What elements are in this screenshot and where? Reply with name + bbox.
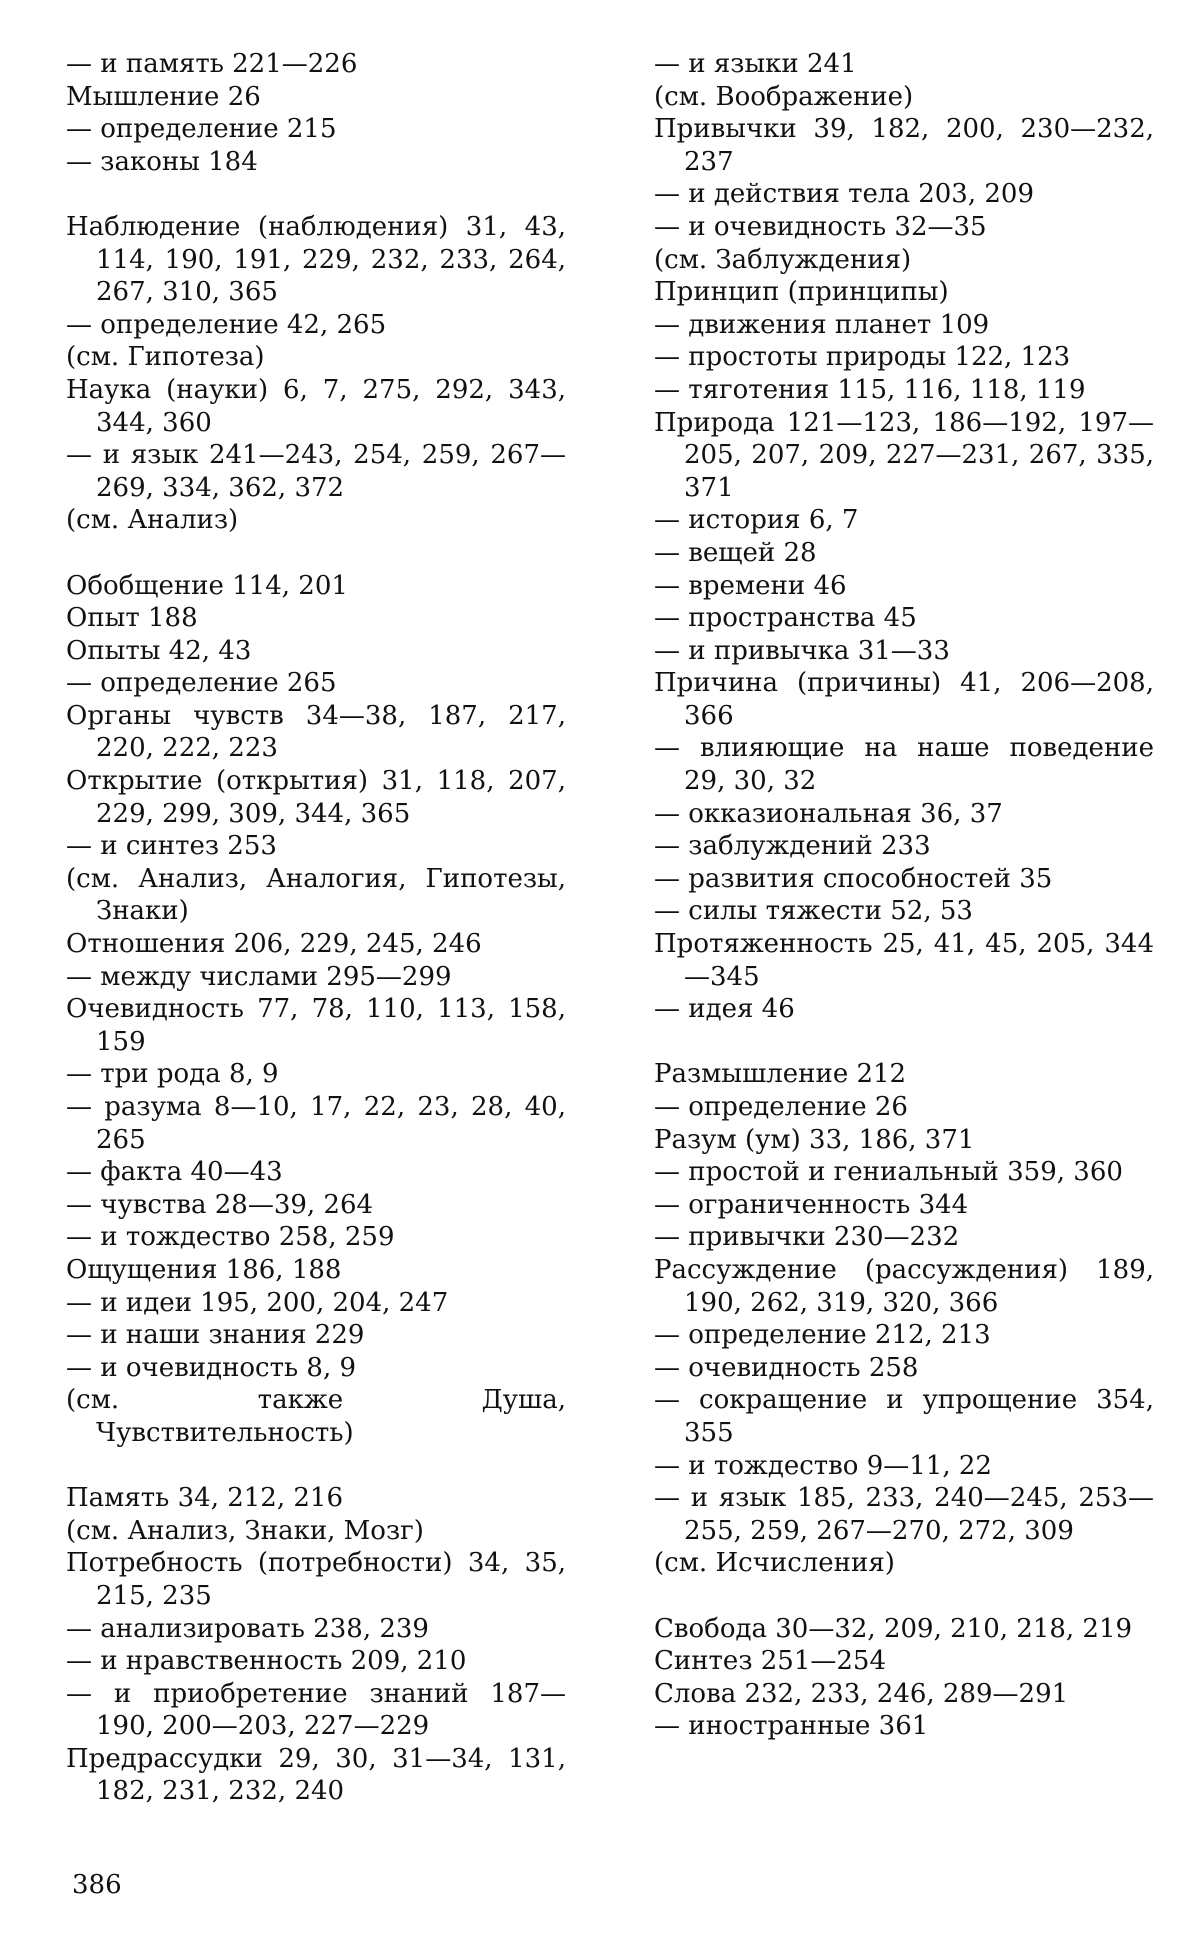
index-entry: Причина (причины) 41, 206—208, 366 — [654, 668, 1154, 731]
index-entry: — окказиональная 36, 37 — [654, 798, 1003, 829]
index-entry: — и синтез 253 — [66, 831, 277, 862]
index-entry: Наблюдение (наблюдения) 31, 43, 114, 190, 191, 229, 232, 233, 264, 267, 310, 365 — [66, 211, 566, 308]
index-entry: — и тождество 258, 259 — [66, 1222, 395, 1253]
index-entry: — заблуждений 233 — [654, 831, 931, 862]
index-entry: Размышление 212 — [654, 1059, 907, 1090]
index-entry: Наука (науки) 6, 7, 275, 292, 343, 344, 360 — [66, 374, 566, 438]
index-entry: — и память 221—226 — [66, 49, 358, 79]
index-entry: (см. Гипотеза) — [66, 342, 265, 373]
index-entry: — и язык 185, 233, 240—245, 253—255, 259, 267—270, 272, 309 — [654, 1483, 1154, 1546]
index-entry: — история 6, 7 — [654, 505, 859, 536]
index-entry: Протяженность 25, 41, 45, 205, 344—345 — [654, 929, 1154, 992]
index-entry: Отношения 206, 229, 245, 246 — [66, 929, 482, 960]
index-entry: (см. также Душа, Чувствительность) — [66, 1385, 566, 1448]
index-entry: — тяготения 115, 116, 118, 119 — [654, 374, 1086, 405]
index-entry: — чувства 28—39, 264 — [66, 1189, 374, 1220]
index-entry: — очевидность 258 — [654, 1352, 919, 1383]
section-gap — [654, 1026, 1154, 1059]
index-entry: — времени 46 — [654, 570, 847, 601]
section-gap — [66, 178, 566, 211]
index-entry: — и языки 241 — [654, 49, 857, 79]
index-entry: Свобода 30—32, 209, 210, 218, 219 — [654, 1613, 1133, 1644]
index-entry: — и наши знания 229 — [66, 1320, 365, 1351]
index-column-right — [654, 48, 1154, 1743]
index-entry: — определение 42, 265 — [66, 309, 387, 340]
index-entry: — определение 212, 213 — [654, 1320, 991, 1351]
section-gap — [654, 1580, 1154, 1613]
index-entry: — и язык 241—243, 254, 259, 267—269, 334, 362, 372 — [66, 440, 566, 503]
index-entry: Синтез 251—254 — [654, 1646, 887, 1677]
index-entry: — ограниченность 344 — [654, 1189, 969, 1220]
page-number: 386 — [72, 1870, 122, 1900]
index-entry: Слова 232, 233, 246, 289—291 — [654, 1678, 1069, 1709]
index-entry: Рассуждение (рассуждения) 189, 190, 262, 319, 320, 366 — [654, 1254, 1154, 1318]
index-entry: Принцип (принципы) — [654, 277, 949, 308]
index-entry: — и идеи 195, 200, 204, 247 — [66, 1287, 449, 1318]
index-entry: — и очевидность 8, 9 — [66, 1352, 357, 1383]
index-entry: — влияющие на наше поведение 29, 30, 32 — [654, 733, 1154, 797]
index-entry: Предрассудки 29, 30, 31—34, 131, 182, 231, 232, 240 — [66, 1743, 566, 1807]
index-entry: — развития способностей 35 — [654, 863, 1053, 894]
index-entry: — и нравственность 209, 210 — [66, 1646, 467, 1677]
index-entry: — движения планет 109 — [654, 309, 990, 340]
index-entry: — определение 265 — [66, 668, 337, 699]
index-entry: — определение 26 — [654, 1092, 908, 1122]
index-entry: Привычки 39, 182, 200, 230—232, 237 — [654, 114, 1154, 177]
index-entry: Опыт 188 — [66, 603, 198, 634]
index-entry: (см. Анализ) — [66, 505, 239, 536]
index-entry: Разум (ум) 33, 186, 371 — [654, 1124, 975, 1155]
index-entry: Память 34, 212, 216 — [66, 1483, 343, 1514]
index-entry: — законы 184 — [66, 146, 258, 177]
index-entry: — силы тяжести 52, 53 — [654, 896, 973, 927]
index-entry: — вещей 28 — [654, 537, 817, 568]
index-entry: — три рода 8, 9 — [66, 1059, 279, 1090]
index-entry: — определение 215 — [66, 114, 337, 145]
index-entry: — привычки 230—232 — [654, 1222, 960, 1253]
index-entry: (см. Исчисления) — [654, 1548, 895, 1579]
index-entry: — факта 40—43 — [66, 1157, 283, 1188]
index-entry: Ощущения 186, 188 — [66, 1254, 342, 1285]
index-entry: Природа 121—123, 186—192, 197—205, 207, 209, 227—231, 267, 335, 371 — [654, 407, 1154, 503]
index-entry: — и приобретение знаний 187—190, 200—203, 227—229 — [66, 1678, 566, 1742]
index-entry: — пространства 45 — [654, 603, 917, 634]
index-entry: — и очевидность 32—35 — [654, 211, 987, 242]
index-entry: (см. Анализ, Знаки, Мозг) — [66, 1515, 424, 1546]
index-entry: Обобщение 114, 201 — [66, 570, 348, 601]
index-entry: Органы чувств 34—38, 187, 217, 220, 222, 223 — [66, 700, 566, 764]
index-entry: — сокращение и упрощение 354, 355 — [654, 1385, 1154, 1448]
index-entry: Открытие (открытия) 31, 118, 207, 229, 299, 309, 344, 365 — [66, 766, 566, 829]
index-entry: (см. Заблуждения) — [654, 244, 912, 275]
index-entry: — простоты природы 122, 123 — [654, 342, 1071, 373]
index-entry: Опыты 42, 43 — [66, 635, 252, 666]
index-entry: — идея 46 — [654, 994, 795, 1025]
index-column-left — [66, 48, 566, 1808]
index-entry: (см. Воображение) — [654, 81, 914, 112]
index-entry: — между числами 295—299 — [66, 961, 452, 992]
index-entry: Мышление 26 — [66, 81, 261, 112]
index-entry: — иностранные 361 — [654, 1711, 929, 1742]
index-entry: — и привычка 31—33 — [654, 635, 950, 666]
index-entry: (см. Анализ, Аналогия, Гипотезы, Знаки) — [66, 863, 566, 927]
section-gap — [66, 537, 566, 570]
index-entry: — и тождество 9—11, 22 — [654, 1450, 992, 1481]
index-entry: — разума 8—10, 17, 22, 23, 28, 40, 265 — [66, 1092, 566, 1155]
index-entry: — простой и гениальный 359, 360 — [654, 1157, 1123, 1188]
index-entry: — анализировать 238, 239 — [66, 1613, 429, 1644]
index-entry: — и действия тела 203, 209 — [654, 179, 1034, 210]
index-entry: Очевидность 77, 78, 110, 113, 158, 159 — [66, 994, 566, 1057]
index-entry: Потребность (потребности) 34, 35, 215, 235 — [66, 1548, 566, 1611]
section-gap — [66, 1450, 566, 1483]
